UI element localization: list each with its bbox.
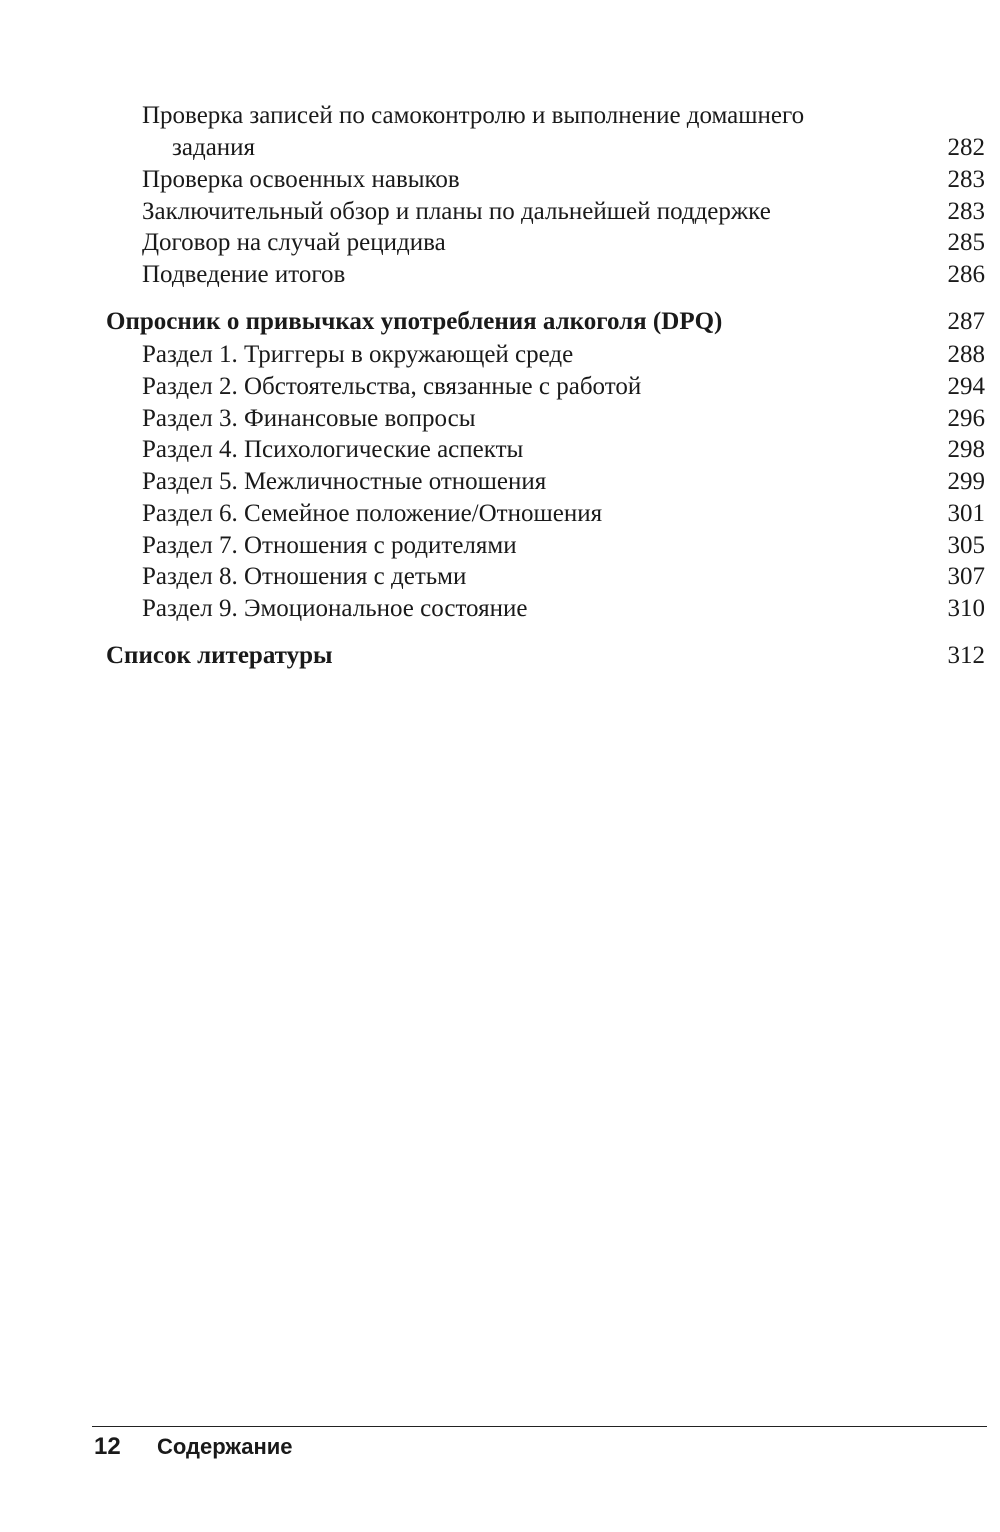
toc-entry-page: 282 xyxy=(947,134,985,161)
toc-entry-title: задания xyxy=(172,134,256,161)
toc-entry-title: Раздел 3. Финансовые вопросы xyxy=(142,405,476,432)
toc-entry[interactable] xyxy=(0,593,985,625)
toc-entry[interactable] xyxy=(0,371,985,403)
toc-entry-page: 287 xyxy=(947,308,985,335)
toc-entry-title: Список литературы xyxy=(106,642,333,669)
toc-entry-title: Проверка освоенных навыков xyxy=(142,166,460,193)
toc-entry-page: 299 xyxy=(947,468,985,495)
toc-entry-title: Раздел 2. Обстоятельства, связанные с работой xyxy=(142,373,642,400)
toc-entry[interactable] xyxy=(0,561,985,593)
footer-page-number: 12 xyxy=(94,1433,121,1460)
toc-entry-title: Раздел 9. Эмоциональное состояние xyxy=(142,595,528,622)
toc-entry-title: Раздел 1. Триггеры в окружающей среде xyxy=(142,341,574,368)
toc-entry-page: 288 xyxy=(947,341,985,368)
toc-entry[interactable] xyxy=(0,530,985,562)
toc-entry-title: Раздел 7. Отношения с родителями xyxy=(142,532,517,559)
toc-entry[interactable] xyxy=(0,227,985,259)
toc-entry-title: Раздел 5. Межличностные отношения xyxy=(142,468,547,495)
toc-entry-page: 283 xyxy=(947,198,985,225)
toc-entry-page: 296 xyxy=(947,405,985,432)
toc-entry-page: 307 xyxy=(947,563,985,590)
toc-entry-page: 310 xyxy=(947,595,985,622)
footer-section-title: Содержание xyxy=(157,1434,293,1459)
toc-entry-page: 312 xyxy=(947,642,985,669)
toc-entry-title: Раздел 4. Психологические аспекты xyxy=(142,436,524,463)
toc-entry-page: 294 xyxy=(947,373,985,400)
toc-entry-title: Раздел 6. Семейное положение/Отношения xyxy=(142,500,603,527)
toc-entry-title: Раздел 8. Отношения с детьми xyxy=(142,563,467,590)
toc-entry[interactable] xyxy=(0,403,985,435)
toc-entry[interactable] xyxy=(0,259,985,291)
toc-entry-title: Заключительный обзор и планы по дальнейшей поддержке xyxy=(142,198,771,225)
toc-entry[interactable] xyxy=(0,132,985,164)
toc-section-entry[interactable] xyxy=(0,640,985,672)
toc-entry[interactable] xyxy=(0,466,985,498)
toc-section-entry[interactable] xyxy=(0,306,985,338)
toc-entry[interactable] xyxy=(0,339,985,371)
toc-entry-title: Договор на случай рецидива xyxy=(142,229,446,256)
toc-entry-title: Подведение итогов xyxy=(142,261,346,288)
toc-entry-page: 301 xyxy=(947,500,985,527)
toc-entry[interactable] xyxy=(0,434,985,466)
toc-entry-page: 305 xyxy=(947,532,985,559)
toc-entry[interactable] xyxy=(0,100,1000,132)
toc-entry[interactable] xyxy=(0,196,985,228)
toc-entry-title: Проверка записей по самоконтролю и выполнение домашнего xyxy=(142,102,805,129)
toc-entry-page: 283 xyxy=(947,166,985,193)
toc-entry-page: 298 xyxy=(947,436,985,463)
toc-entry[interactable] xyxy=(0,498,985,530)
toc-entry-title: Опросник о привычках употребления алкоголя (DPQ) xyxy=(106,308,723,335)
toc-entry[interactable] xyxy=(0,164,985,196)
footer-divider xyxy=(92,1426,987,1427)
toc-entry-page: 286 xyxy=(947,261,985,288)
toc-entry-page: 285 xyxy=(947,229,985,256)
